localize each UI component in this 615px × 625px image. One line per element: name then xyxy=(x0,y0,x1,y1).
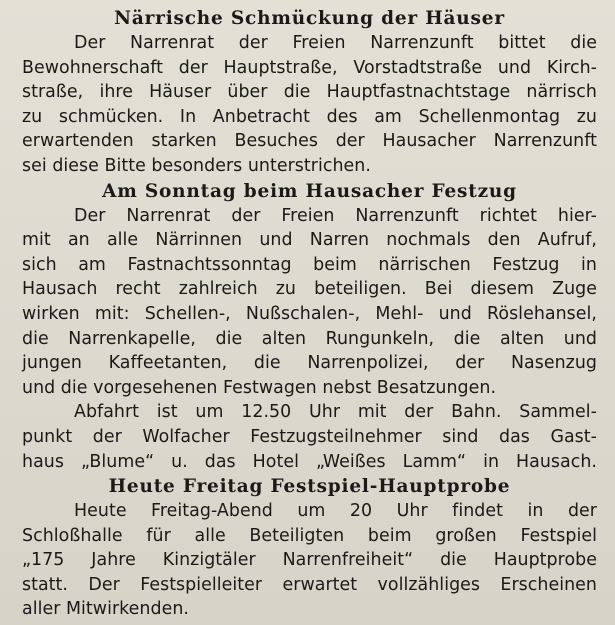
text-line: und die vorgesehenen Festwagen nebst Besatzungen. xyxy=(22,377,497,398)
text-line: wirken mit: Schellen-, Nußschalen-, Mehl- und Röslehansel, xyxy=(22,303,597,324)
article-body-house-decoration xyxy=(22,31,597,179)
headline-rehearsal: Heute Freitag Festspiel-Hauptprobe xyxy=(108,476,511,498)
text-line: zu schmücken. In Anbetracht des am Schellenmontag zu xyxy=(22,106,597,127)
text-line: haus „Blume“ u. das Hotel „Weißes Lamm“ in Hausach. xyxy=(22,451,597,472)
text-line: Heute Freitag-Abend um 20 Uhr findet in der xyxy=(74,501,597,522)
text-line: Abfahrt ist um 12.50 Uhr mit der Bahn. Sammel- xyxy=(74,402,597,423)
text-line: straße, ihre Häuser über die Hauptfastnachtstage närrisch xyxy=(22,82,597,103)
text-line: statt. Der Festspielleiter erwartet vollzähliges Erscheinen xyxy=(22,574,597,595)
text-line: Hausach recht zahlreich zu beteiligen. Bei diesem Zuge xyxy=(22,279,597,300)
text-line: jungen Kaffeetanten, die Narrenpolizei, der Nasenzug xyxy=(22,353,597,374)
text-line: die Narrenkapelle, die alten Rungunkeln, die alten und xyxy=(22,328,597,349)
text-line: punkt der Wolfacher Festzugsteilnehmer sind das Gast- xyxy=(22,426,597,447)
article-rehearsal xyxy=(22,474,597,622)
text-line: „175 Jahre Kinzigtäler Narrenfreiheit“ die Hauptprobe xyxy=(22,550,597,571)
text-line: sich am Fastnachtssonntag beim närrischen Festzug in xyxy=(22,254,597,275)
text-line: erwartenden starken Besuches der Hausacher Narrenzunft xyxy=(22,131,597,152)
text-line: Der Narrenrat der Freien Narrenzunft richtet hier- xyxy=(74,205,597,226)
text-line: Bewohnerschaft der Hauptstraße, Vorstadtstraße und Kirch- xyxy=(22,57,597,78)
article-sunday-parade xyxy=(22,179,597,475)
text-line: Der Narrenrat der Freien Narrenzunft bittet die xyxy=(74,33,597,53)
article-body-sunday-parade xyxy=(22,204,597,475)
text-line: sei diese Bitte besonders unterstrichen. xyxy=(22,155,371,176)
text-line: mit an alle Närrinnen und Narren nochmals den Aufruf, xyxy=(22,230,597,251)
headline-house-decoration: Närrische Schmückung der Häuser xyxy=(114,8,505,29)
article-house-decoration xyxy=(22,6,597,179)
text-line: Schloßhalle für alle Beteiligten beim großen Festspiel xyxy=(22,525,597,546)
article-body-rehearsal xyxy=(22,499,597,622)
text-line: aller Mitwirkenden. xyxy=(22,599,189,620)
headline-sunday-parade: Am Sonntag beim Hausacher Festzug xyxy=(102,180,517,202)
